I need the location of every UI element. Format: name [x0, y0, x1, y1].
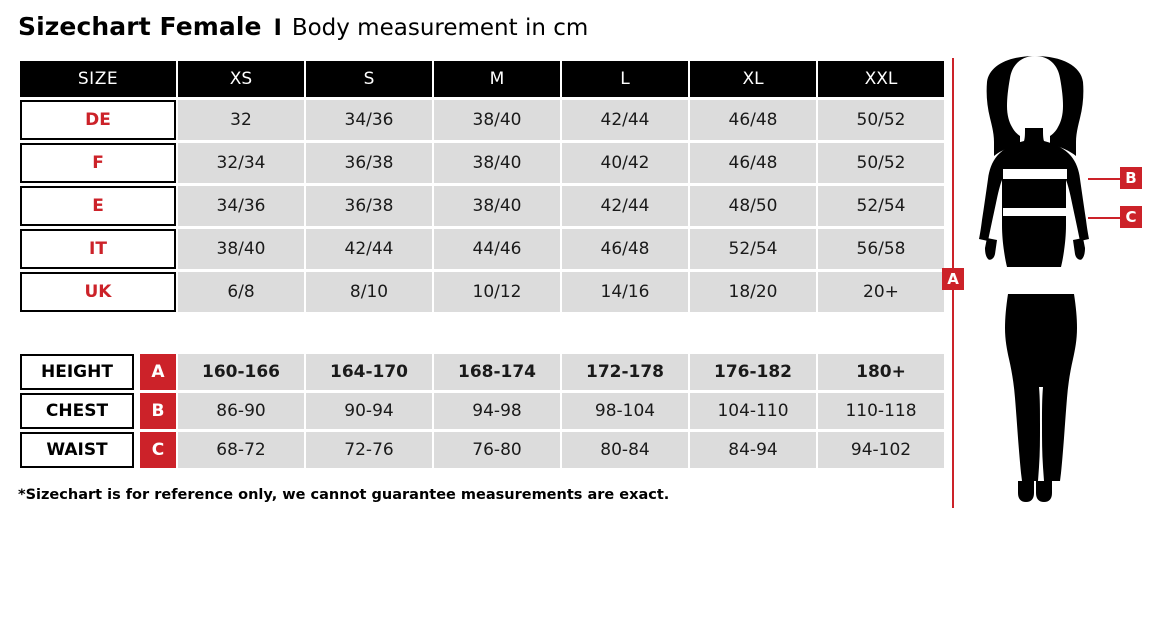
cell-chest-xs: 86-90: [178, 393, 304, 429]
cell-e-s: 36/38: [306, 186, 432, 226]
table-header-row: [20, 61, 944, 97]
marker-c: C: [1120, 206, 1142, 228]
cell-f-xs: 32/34: [178, 143, 304, 183]
row-label-de: DE: [20, 100, 176, 140]
row-label-it: IT: [20, 229, 176, 269]
row-label-uk: UK: [20, 272, 176, 312]
cell-it-xxl: 56/58: [818, 229, 944, 269]
cell-f-xxl: 50/52: [818, 143, 944, 183]
cell-height-l: 172-178: [562, 354, 688, 390]
cell-de-l: 42/44: [562, 100, 688, 140]
cell-f-m: 38/40: [434, 143, 560, 183]
cell-waist-s: 72-76: [306, 432, 432, 468]
cell-chest-l: 98-104: [562, 393, 688, 429]
table-row: [20, 143, 944, 183]
cell-waist-xl: 84-94: [690, 432, 816, 468]
header-size-label: SIZE: [20, 61, 176, 97]
cell-height-xxl: 180+: [818, 354, 944, 390]
cell-de-s: 34/36: [306, 100, 432, 140]
cell-it-xs: 38/40: [178, 229, 304, 269]
cell-height-s: 164-170: [306, 354, 432, 390]
row-label-chest-cell: [20, 393, 176, 429]
page-title-sub: Body measurement in cm: [291, 15, 589, 41]
row-label-waist: WAIST: [20, 432, 134, 468]
cell-it-s: 42/44: [306, 229, 432, 269]
row-label-f: F: [20, 143, 176, 183]
cell-waist-m: 76-80: [434, 432, 560, 468]
table-row: [20, 393, 944, 429]
cell-uk-l: 14/16: [562, 272, 688, 312]
cell-uk-xxl: 20+: [818, 272, 944, 312]
badge-a: A: [140, 354, 176, 390]
cell-uk-s: 8/10: [306, 272, 432, 312]
header-col-m: M: [434, 61, 560, 97]
sizechart-table-container: [18, 58, 936, 471]
header-col-s: S: [306, 61, 432, 97]
row-label-chest: CHEST: [20, 393, 134, 429]
measurement-figure: [940, 50, 1150, 510]
cell-f-l: 40/42: [562, 143, 688, 183]
row-label-waist-cell: [20, 432, 176, 468]
badge-c: C: [140, 432, 176, 468]
table-row: [20, 186, 944, 226]
sizechart-table: [18, 58, 946, 471]
cell-it-xl: 52/54: [690, 229, 816, 269]
table-row: [20, 432, 944, 468]
female-silhouette-icon: [970, 50, 1100, 510]
cell-f-xl: 46/48: [690, 143, 816, 183]
cell-e-m: 38/40: [434, 186, 560, 226]
row-label-e: E: [20, 186, 176, 226]
cell-de-xl: 46/48: [690, 100, 816, 140]
table-row: [20, 272, 944, 312]
marker-a: A: [942, 268, 964, 290]
page-title: [18, 12, 588, 41]
cell-de-m: 38/40: [434, 100, 560, 140]
header-col-l: L: [562, 61, 688, 97]
badge-b: B: [140, 393, 176, 429]
header-col-xs: XS: [178, 61, 304, 97]
cell-uk-m: 10/12: [434, 272, 560, 312]
cell-uk-xl: 18/20: [690, 272, 816, 312]
header-col-xl: XL: [690, 61, 816, 97]
table-row: [20, 100, 944, 140]
cell-e-xs: 34/36: [178, 186, 304, 226]
marker-b: B: [1120, 167, 1142, 189]
cell-chest-xxl: 110-118: [818, 393, 944, 429]
cell-e-xl: 48/50: [690, 186, 816, 226]
cell-height-xl: 176-182: [690, 354, 816, 390]
table-row: [20, 229, 944, 269]
cell-waist-xs: 68-72: [178, 432, 304, 468]
header-col-xxl: XXL: [818, 61, 944, 97]
cell-e-xxl: 52/54: [818, 186, 944, 226]
cell-it-l: 46/48: [562, 229, 688, 269]
footnote: *Sizechart is for reference only, we cannot guarantee measurements are exact.: [18, 487, 670, 503]
cell-chest-xl: 104-110: [690, 393, 816, 429]
page-title-main: Sizechart Female: [18, 12, 262, 41]
cell-height-m: 168-174: [434, 354, 560, 390]
table-row: [20, 354, 944, 390]
cell-waist-xxl: 94-102: [818, 432, 944, 468]
cell-uk-xs: 6/8: [178, 272, 304, 312]
cell-height-xs: 160-166: [178, 354, 304, 390]
row-label-height-cell: [20, 354, 176, 390]
cell-chest-m: 94-98: [434, 393, 560, 429]
cell-chest-s: 90-94: [306, 393, 432, 429]
cell-de-xxl: 50/52: [818, 100, 944, 140]
cell-f-s: 36/38: [306, 143, 432, 183]
cell-waist-l: 80-84: [562, 432, 688, 468]
cell-e-l: 42/44: [562, 186, 688, 226]
table-spacer: [20, 315, 944, 351]
cell-it-m: 44/46: [434, 229, 560, 269]
cell-de-xs: 32: [178, 100, 304, 140]
row-label-height: HEIGHT: [20, 354, 134, 390]
title-separator: I: [273, 16, 282, 41]
